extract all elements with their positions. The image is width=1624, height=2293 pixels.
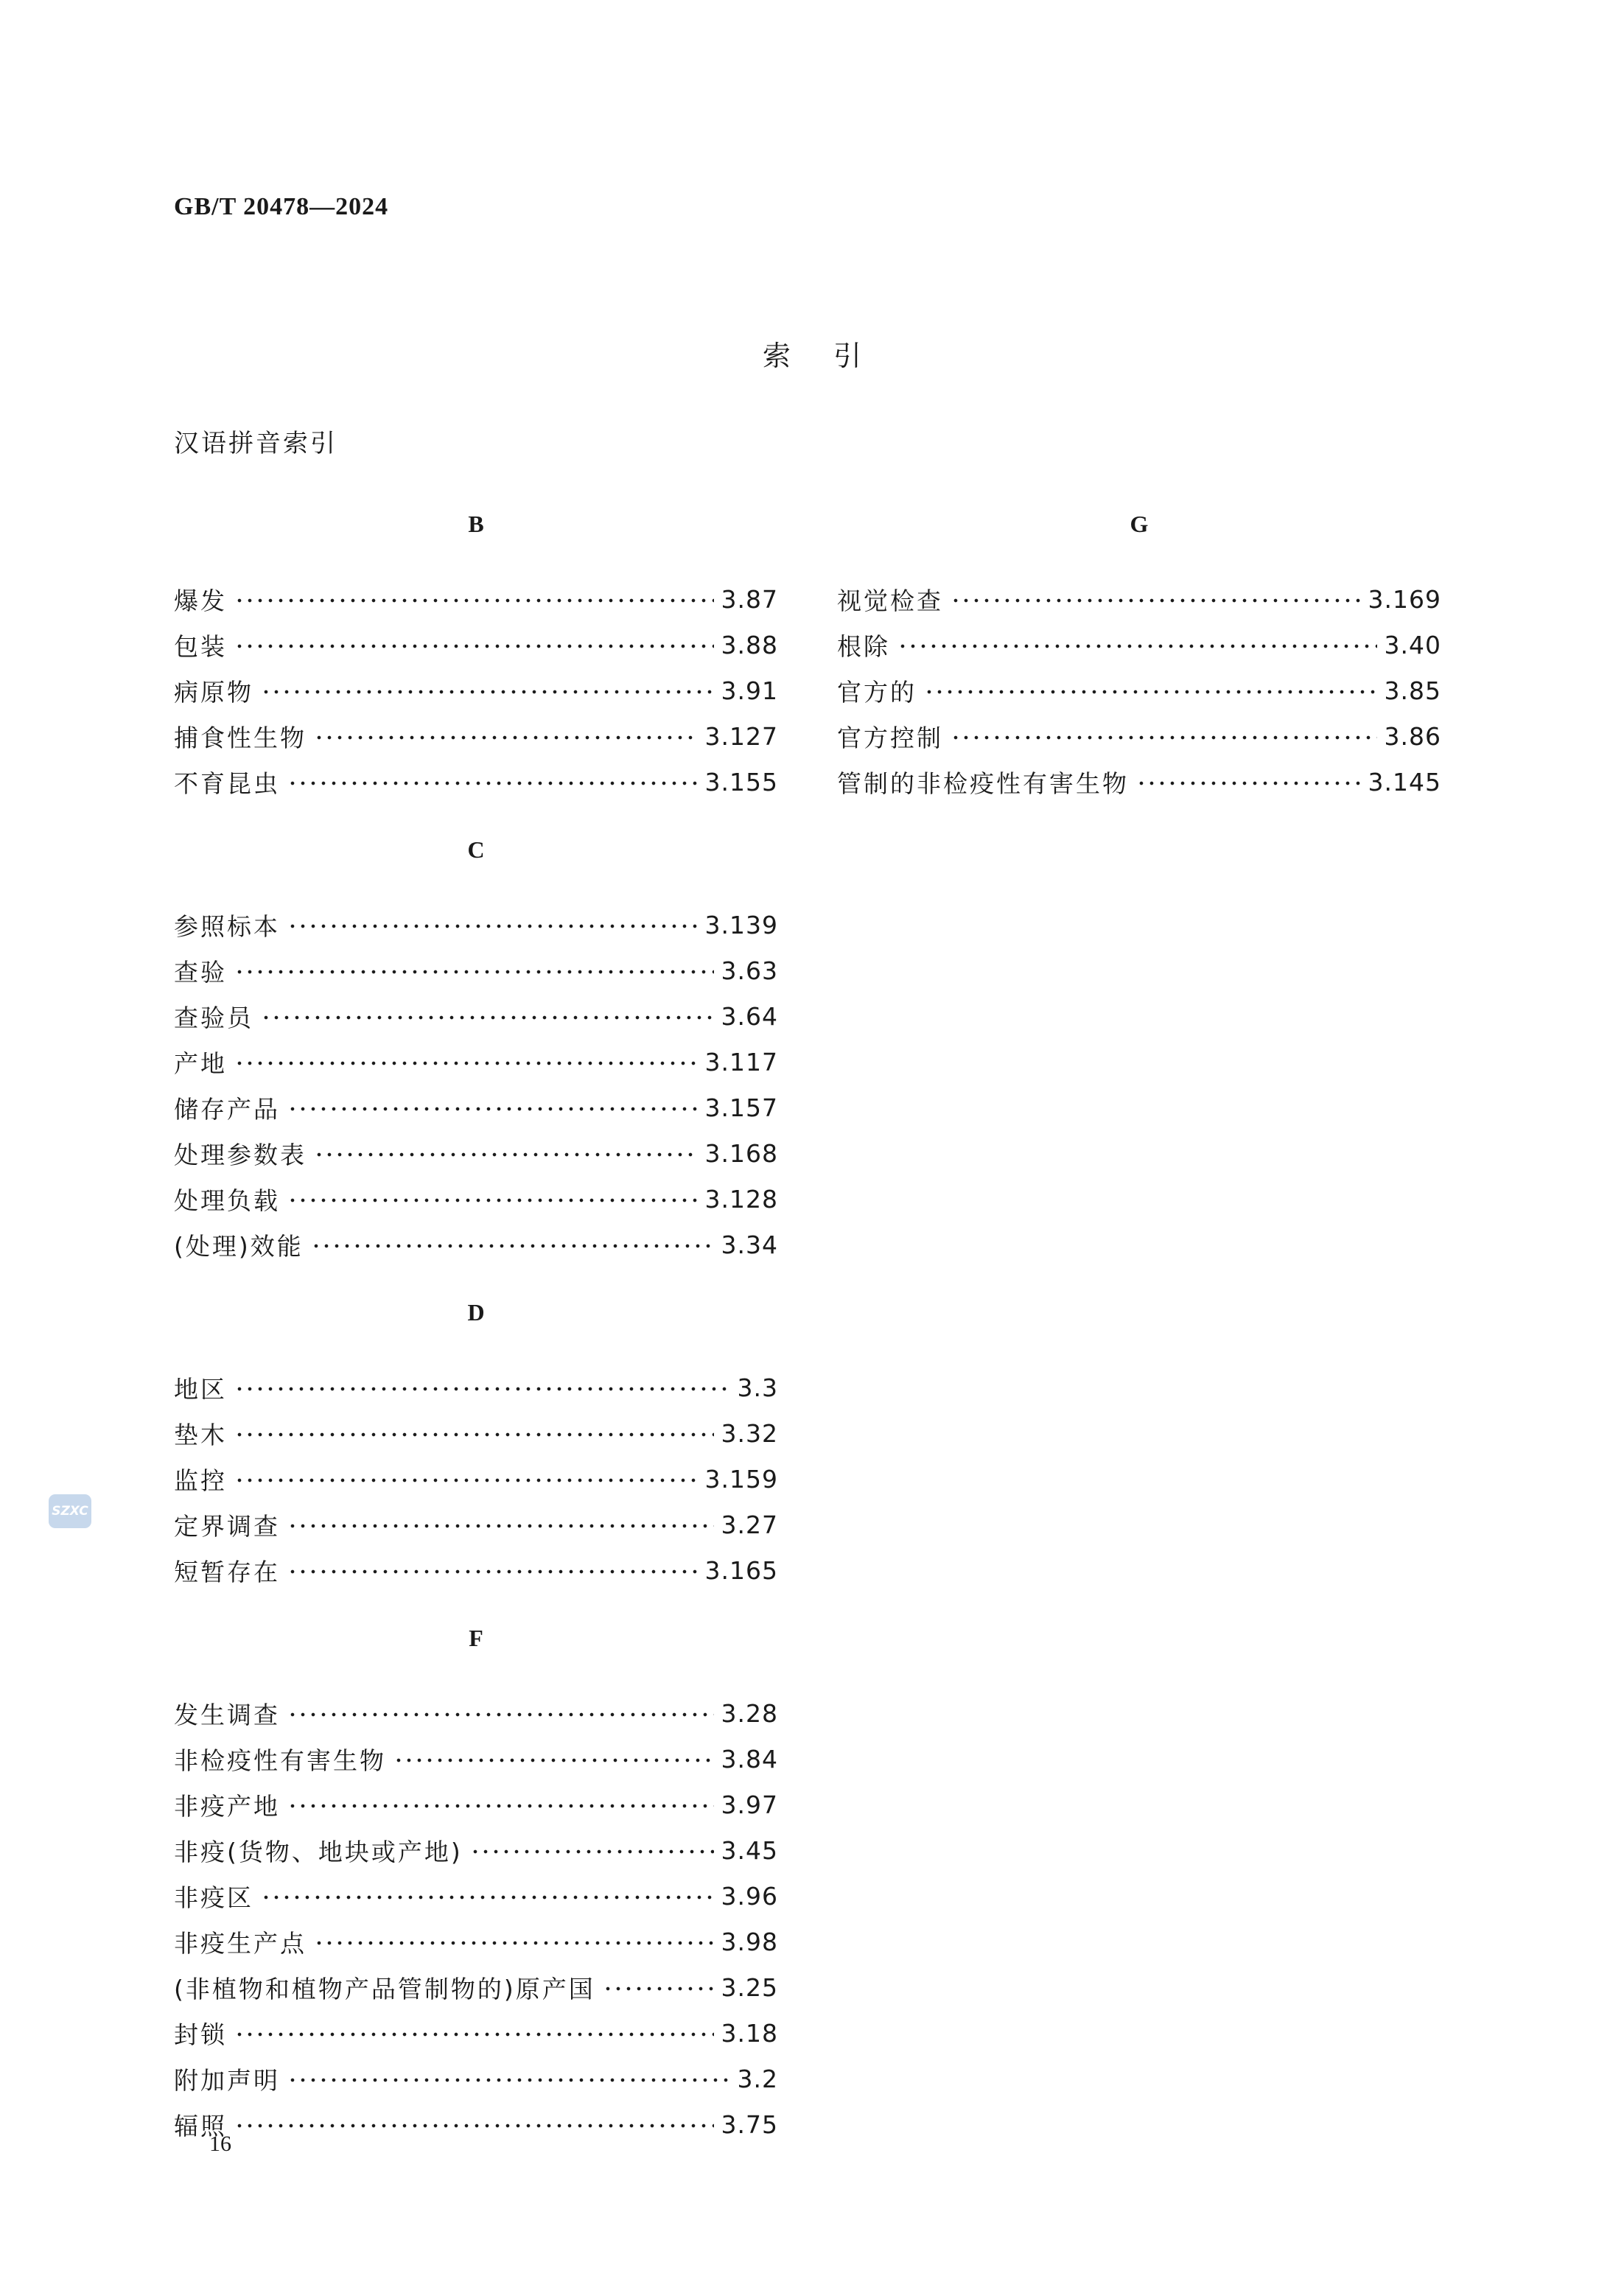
leader-dots bbox=[287, 2077, 730, 2083]
entry-term: 管制的非检疫性有害生物 bbox=[837, 769, 1129, 798]
entry-term: 视觉检查 bbox=[837, 586, 943, 615]
leader-dots bbox=[234, 598, 714, 603]
index-entry bbox=[174, 1085, 778, 1130]
index-entry bbox=[174, 1782, 778, 1827]
index-entry bbox=[174, 713, 778, 759]
leader-dots bbox=[287, 1197, 698, 1203]
leader-dots bbox=[287, 780, 698, 786]
entry-term: 辐照 bbox=[174, 2111, 227, 2140]
entry-term: 参照标本 bbox=[174, 911, 280, 941]
entry-term: 储存产品 bbox=[174, 1094, 280, 1124]
index-entry bbox=[837, 668, 1441, 713]
entry-term: (处理)效能 bbox=[174, 1231, 304, 1261]
leader-dots bbox=[311, 1243, 714, 1249]
index-column-right bbox=[837, 501, 1441, 805]
section-letter-d: D bbox=[467, 1299, 485, 1326]
entry-ref: 3.85 bbox=[1384, 676, 1441, 705]
index-subtitle: 汉语拼音索引 bbox=[174, 429, 337, 458]
entry-term: 捕食性生物 bbox=[174, 723, 307, 752]
entry-term: 非疫(货物、地块或产地) bbox=[174, 1837, 463, 1866]
entry-term: 处理参数表 bbox=[174, 1140, 307, 1169]
entry-ref: 3.3 bbox=[737, 1373, 778, 1402]
index-entry bbox=[174, 2056, 778, 2101]
section-letter-g: G bbox=[1130, 511, 1149, 537]
entry-term: 病原物 bbox=[174, 677, 253, 707]
entry-term: 查验员 bbox=[174, 1003, 253, 1032]
entry-ref: 3.96 bbox=[721, 1881, 778, 1911]
leader-dots bbox=[261, 689, 714, 695]
entry-term: 封锁 bbox=[174, 2020, 227, 2049]
entry-term: 官方的 bbox=[837, 677, 917, 707]
leader-dots bbox=[314, 1940, 714, 1946]
leader-dots bbox=[287, 1523, 714, 1529]
entry-term: 非检疫性有害生物 bbox=[174, 1746, 386, 1775]
index-entry bbox=[837, 576, 1441, 622]
entry-term: 爆发 bbox=[174, 586, 227, 615]
entry-ref: 3.97 bbox=[721, 1790, 778, 1819]
entry-term: 处理负载 bbox=[174, 1186, 280, 1215]
index-entry bbox=[174, 1827, 778, 1873]
index-entry bbox=[174, 759, 778, 805]
leader-dots bbox=[951, 598, 1361, 603]
entry-ref: 3.45 bbox=[721, 1835, 778, 1865]
entry-ref: 3.127 bbox=[704, 721, 778, 751]
entry-ref: 3.84 bbox=[721, 1744, 778, 1774]
entry-ref: 3.75 bbox=[721, 2110, 778, 2139]
entry-ref: 3.91 bbox=[721, 676, 778, 705]
entry-ref: 3.27 bbox=[721, 1510, 778, 1539]
leader-dots bbox=[287, 1106, 698, 1112]
index-entry bbox=[174, 622, 778, 668]
leader-dots bbox=[470, 1849, 714, 1855]
entry-term: 发生调查 bbox=[174, 1700, 280, 1729]
entry-ref: 3.145 bbox=[1368, 767, 1441, 797]
leader-dots bbox=[924, 689, 1377, 695]
entry-ref: 3.88 bbox=[721, 630, 778, 659]
leader-dots bbox=[234, 2031, 714, 2037]
leader-dots bbox=[234, 2123, 714, 2129]
leader-dots bbox=[234, 969, 714, 975]
leader-dots bbox=[287, 923, 698, 929]
index-entry bbox=[174, 576, 778, 622]
index-entry bbox=[174, 1547, 778, 1593]
leader-dots bbox=[261, 1894, 714, 1900]
entry-term: 非疫生产点 bbox=[174, 1928, 307, 1958]
index-entry bbox=[174, 902, 778, 948]
entry-term: 查验 bbox=[174, 957, 227, 987]
entry-term: 监控 bbox=[174, 1466, 227, 1495]
leader-dots bbox=[287, 1569, 698, 1575]
page-title: 索引 bbox=[762, 340, 904, 372]
index-entry bbox=[174, 1456, 778, 1502]
index-entry bbox=[174, 668, 778, 713]
section-letter-f: F bbox=[469, 1625, 483, 1651]
index-entry bbox=[174, 1222, 778, 1267]
section-letter-c: C bbox=[467, 836, 485, 863]
entry-ref: 3.34 bbox=[721, 1230, 778, 1259]
index-entry bbox=[174, 1736, 778, 1782]
leader-dots bbox=[393, 1757, 714, 1763]
entry-ref: 3.157 bbox=[704, 1093, 778, 1122]
entry-term: 非疫产地 bbox=[174, 1791, 280, 1821]
leader-dots bbox=[261, 1015, 714, 1021]
entry-ref: 3.40 bbox=[1384, 630, 1441, 659]
entry-ref: 3.28 bbox=[721, 1698, 778, 1728]
entry-term: 定界调查 bbox=[174, 1511, 280, 1541]
entry-ref: 3.155 bbox=[704, 767, 778, 797]
entry-ref: 3.87 bbox=[721, 584, 778, 614]
index-entry bbox=[174, 1039, 778, 1085]
page-number: 16 bbox=[209, 2132, 231, 2156]
index-entry bbox=[174, 948, 778, 993]
entry-term: 附加声明 bbox=[174, 2065, 280, 2095]
entry-ref: 3.159 bbox=[704, 1464, 778, 1494]
leader-dots bbox=[314, 1152, 698, 1158]
index-entry bbox=[174, 1919, 778, 1964]
index-entry bbox=[174, 1690, 778, 1736]
index-entry bbox=[174, 1502, 778, 1547]
leader-dots bbox=[1136, 780, 1361, 786]
leader-dots bbox=[287, 1712, 714, 1718]
entry-term: 官方控制 bbox=[837, 723, 943, 752]
index-column-left bbox=[174, 501, 778, 2147]
leader-dots bbox=[897, 643, 1377, 649]
entry-ref: 3.25 bbox=[721, 1972, 778, 2002]
leader-dots bbox=[287, 1803, 714, 1809]
leader-dots bbox=[234, 1432, 714, 1438]
section-letter-b: B bbox=[468, 511, 484, 537]
index-entry bbox=[174, 1410, 778, 1456]
index-entry bbox=[174, 2101, 778, 2147]
leader-dots bbox=[234, 1477, 698, 1483]
leader-dots bbox=[234, 1386, 730, 1392]
entry-ref: 3.63 bbox=[721, 956, 778, 985]
standard-code: GB/T 20478—2024 bbox=[174, 193, 389, 220]
entry-ref: 3.64 bbox=[721, 1001, 778, 1031]
index-entry bbox=[174, 1873, 778, 1919]
index-entry bbox=[174, 1964, 778, 2010]
entry-ref: 3.128 bbox=[704, 1184, 778, 1214]
entry-ref: 3.117 bbox=[704, 1047, 778, 1077]
entry-ref: 3.98 bbox=[721, 1927, 778, 1956]
entry-term: 产地 bbox=[174, 1049, 227, 1078]
entry-term: 非疫区 bbox=[174, 1883, 253, 1912]
index-entry bbox=[174, 1130, 778, 1176]
entry-ref: 3.32 bbox=[721, 1418, 778, 1448]
entry-term: 地区 bbox=[174, 1374, 227, 1404]
entry-ref: 3.2 bbox=[737, 2064, 778, 2093]
watermark-logo: SZXC bbox=[49, 1494, 91, 1528]
index-entry bbox=[174, 1176, 778, 1222]
entry-term: 包装 bbox=[174, 631, 227, 661]
entry-term: 不育昆虫 bbox=[174, 769, 280, 798]
index-entry bbox=[837, 759, 1441, 805]
entry-term: 垫木 bbox=[174, 1420, 227, 1449]
leader-dots bbox=[951, 735, 1377, 741]
entry-ref: 3.165 bbox=[704, 1555, 778, 1585]
leader-dots bbox=[314, 735, 698, 741]
index-entry bbox=[174, 2010, 778, 2056]
entry-term: 根除 bbox=[837, 631, 890, 661]
entry-term: (非植物和植物产品管制物的)原产国 bbox=[174, 1974, 595, 2003]
entry-ref: 3.86 bbox=[1384, 721, 1441, 751]
entry-ref: 3.139 bbox=[704, 910, 778, 939]
leader-dots bbox=[603, 1986, 714, 1992]
leader-dots bbox=[234, 643, 714, 649]
leader-dots bbox=[234, 1060, 698, 1066]
entry-term: 短暂存在 bbox=[174, 1557, 280, 1586]
index-entry bbox=[174, 993, 778, 1039]
entry-ref: 3.169 bbox=[1368, 584, 1441, 614]
index-entry bbox=[837, 713, 1441, 759]
index-entry bbox=[174, 1365, 778, 1410]
entry-ref: 3.18 bbox=[721, 2018, 778, 2048]
entry-ref: 3.168 bbox=[704, 1138, 778, 1168]
index-entry bbox=[837, 622, 1441, 668]
